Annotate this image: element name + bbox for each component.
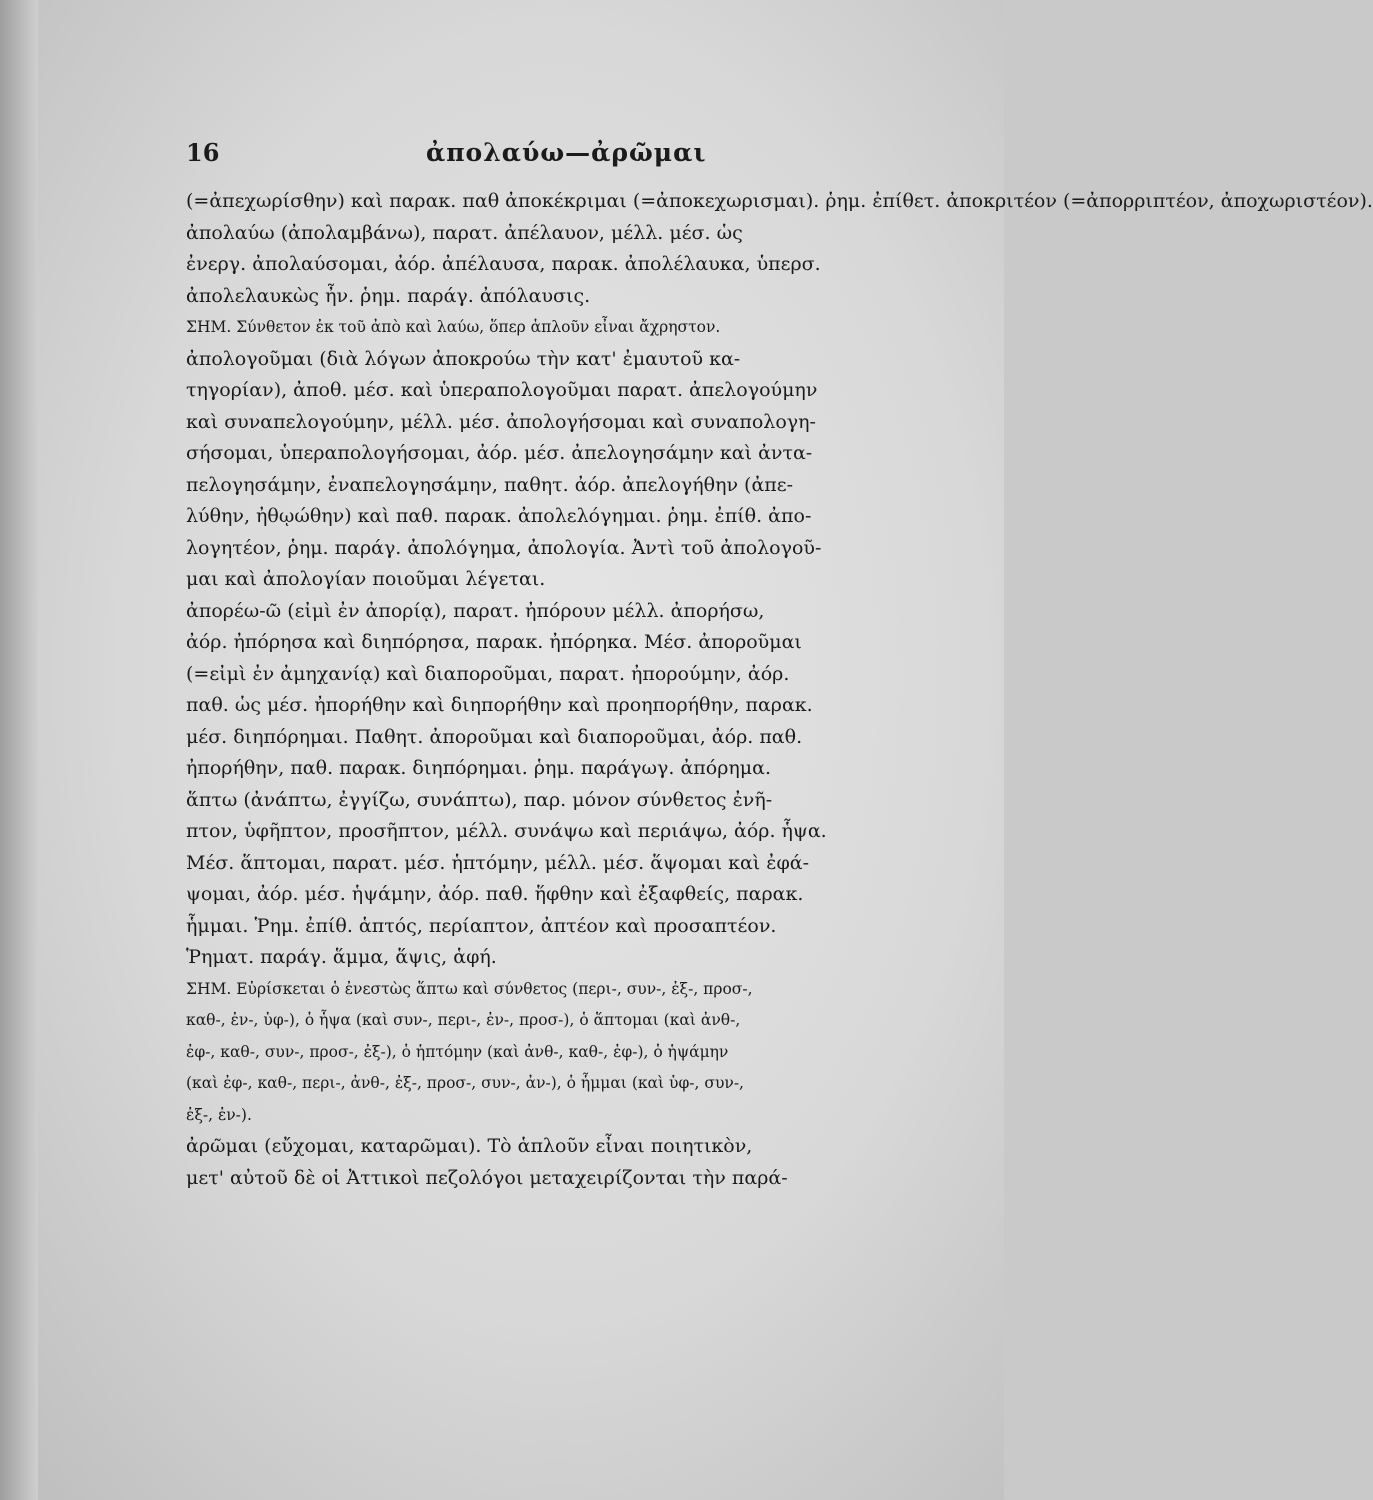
text-line: καὶ συναπελογούμην, μέλλ. μέσ. ἀπολογήσομαι καὶ συναπολογη- — [186, 410, 816, 433]
text-line: μετ' αὐτοῦ δὲ οἱ Ἀττικοὶ πεζολόγοι μεταχειρίζονται τὴν παρά- — [186, 1166, 788, 1189]
text-line: πελογησάμην, ἐναπελογησάμην, παθητ. ἀόρ. ἀπελογήθην (ἀπε- — [186, 473, 794, 496]
text-line: Ῥηματ. παράγ. ἅμμα, ἅψις, ἁφή. — [186, 946, 497, 968]
note-line: ΣΗΜ. Σύνθετον ἐκ τοῦ ἀπὸ καὶ λαύω, ὅπερ ἁπλοῦν εἶναι ἄχρηστον. — [186, 318, 721, 336]
text-line: ἀόρ. ἠπόρησα καὶ διηπόρησα, παρακ. ἠπόρηκα. Μέσ. ἀποροῦμαι — [186, 631, 802, 653]
page-number: 16 — [186, 138, 220, 167]
page-header — [186, 138, 966, 178]
entry-apolauo: ἀπολαύω (ἀπολαμβάνω), παρατ. ἀπέλαυον, μέλλ. μέσ. ὡς — [186, 221, 743, 244]
running-head: ἀπολαύω—ἀρῶμαι — [426, 138, 707, 167]
note-line: ἐφ-, καθ-, συν-, προσ-, ἐξ-), ὁ ἡπτόμην (καὶ ἀνθ-, καθ-, ἐφ-), ὁ ἡψάμην — [186, 1042, 729, 1061]
text-line: (=εἰμὶ ἐν ἀμηχανίᾳ) καὶ διαποροῦμαι, παρατ. ἠπορούμην, ἀόρ. — [186, 662, 790, 685]
entry-apologoumai: ἀπολογοῦμαι (διὰ λόγων ἀποκρούω τὴν κατ' ἐμαυτοῦ κα- — [186, 347, 741, 370]
text-line: Μέσ. ἅπτομαι, παρατ. μέσ. ἡπτόμην, μέλλ. μέσ. ἅψομαι καὶ ἐφά- — [186, 851, 810, 874]
text-line: ψομαι, ἀόρ. μέσ. ἡψάμην, ἀόρ. παθ. ἥφθην καὶ ἐξαφθείς, παρακ. — [186, 883, 804, 905]
page-edge-shadow — [0, 0, 38, 1500]
text-line: μαι καὶ ἀπολογίαν ποιοῦμαι λέγεται. — [186, 568, 546, 590]
text-line: πτον, ὑφῆπτον, προσῆπτον, μέλλ. συνάψω καὶ περιάψω, ἀόρ. ἧψα. — [186, 820, 827, 842]
text-line: ἧμμαι. Ῥημ. ἐπίθ. ἁπτός, περίαπτον, ἀπτέον καὶ προσαπτέον. — [186, 914, 777, 937]
entry-aporeo: ἀπορέω-ῶ (εἰμὶ ἐν ἀπορίᾳ), παρατ. ἠπόρουν μέλλ. ἀπορήσω, — [186, 599, 765, 622]
text-line: ἐνεργ. ἀπολαύσομαι, ἀόρ. ἀπέλαυσα, παρακ. ἀπολέλαυκα, ὑπερσ. — [186, 253, 821, 275]
note-line: (καὶ ἐφ-, καθ-, περι-, ἀνθ-, ἐξ-, προσ-, συν-, ἀν-), ὁ ἧμμαι (καὶ ὑφ-, συν-, — [186, 1074, 744, 1092]
text-line: (=ἀπεχωρίσθην) καὶ παρακ. παθ ἀποκέκριμαι (=ἀποκεχωρισμαι). ῥημ. ἐπίθετ. ἀποκριτέον (=ἀπορριπτέον, ἀποχωριστέον). — [186, 190, 1373, 212]
note-line: ἐξ-, ἐν-). — [186, 1105, 252, 1124]
dictionary-text — [186, 186, 1373, 1194]
text-line: λογητέον, ῥημ. παράγ. ἀπολόγημα, ἀπολογία. Ἀντὶ τοῦ ἀπολογοῦ- — [186, 536, 822, 559]
text-line: τηγορίαν), ἀποθ. μέσ. καὶ ὑπεραπολογοῦμαι παρατ. ἀπελογούμην — [186, 379, 818, 401]
text-line: μέσ. διηπόρημαι. Παθητ. ἀποροῦμαι καὶ διαποροῦμαι, ἀόρ. παθ. — [186, 725, 803, 748]
text-line: σήσομαι, ὑπεραπολογήσομαι, ἀόρ. μέσ. ἀπελογησάμην καὶ ἀντα- — [186, 442, 813, 464]
text-line: παθ. ὡς μέσ. ἠπορήθην καὶ διηπορήθην καὶ προηπορήθην, παρακ. — [186, 694, 813, 716]
text-line: ἀπολελαυκὼς ἦν. ῥημ. παράγ. ἀπόλαυσις. — [186, 284, 591, 307]
text-line: λύθην, ἠθῳώθην) καὶ παθ. παρακ. ἀπολελόγημαι. ῥημ. ἐπίθ. ἀπο- — [186, 505, 812, 527]
note-line: καθ-, ἐν-, ὑφ-), ὁ ἧψα (καὶ συν-, περι-, ἐν-, προσ-), ὁ ἅπτομαι (καὶ ἀνθ-, — [186, 1011, 741, 1029]
entry-hapto: ἅπτω (ἀνάπτω, ἐγγίζω, συνάπτω), παρ. μόνον σύνθετος ἐνῆ- — [186, 788, 773, 811]
note-line: ΣΗΜ. Εὑρίσκεται ὁ ἐνεστὼς ἅπτω καὶ σύνθετος (περι-, συν-, ἐξ-, προσ-, — [186, 979, 753, 998]
text-line: ἠπορήθην, παθ. παρακ. διηπόρημαι. ῥημ. παράγωγ. ἀπόρημα. — [186, 757, 771, 779]
entry-aromai: ἀρῶμαι (εὔχομαι, καταρῶμαι). Τὸ ἁπλοῦν εἶναι ποιητικὸν, — [186, 1135, 753, 1157]
